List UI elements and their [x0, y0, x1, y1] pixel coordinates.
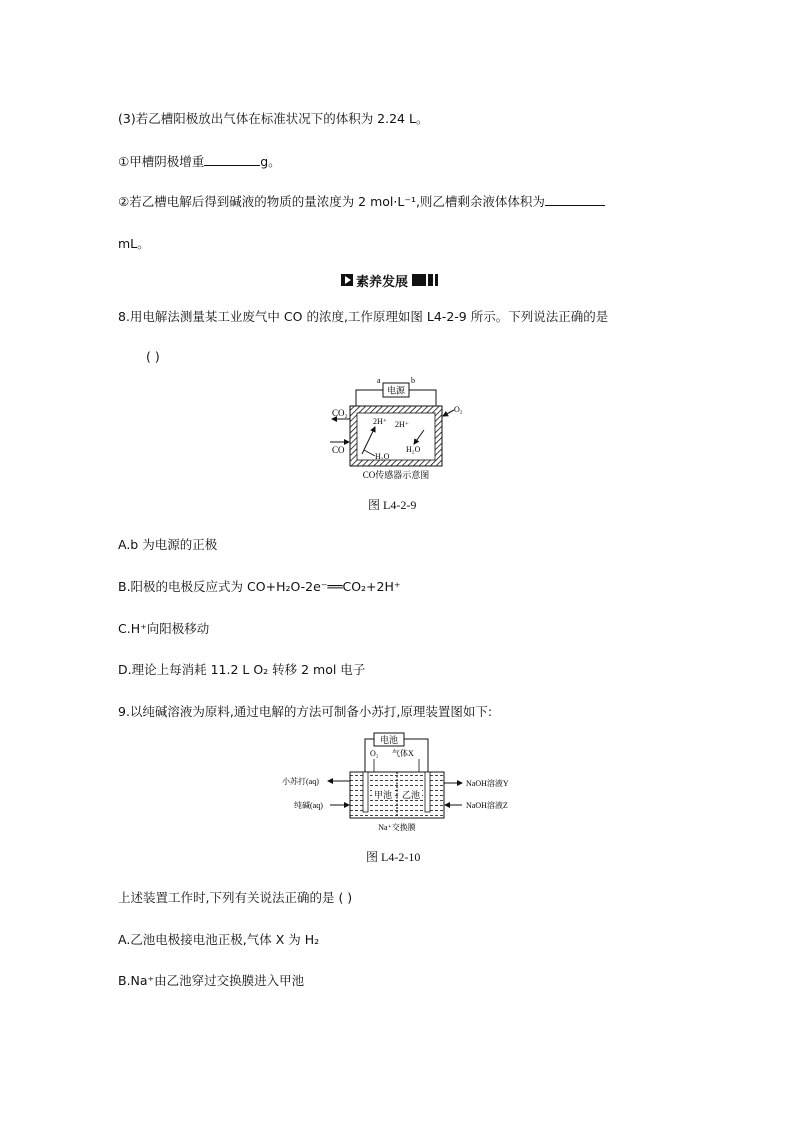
q7-item2 [118, 193, 605, 211]
battery-label: 电池 [379, 735, 399, 745]
right-electrode [425, 772, 430, 812]
co-label: CO [332, 445, 345, 455]
q9-question: 上述装置工作时,下列有关说法正确的是 ( ) [118, 890, 353, 905]
terminal-a-label: a [377, 376, 381, 385]
left-electrode [363, 772, 368, 812]
co2-label: CO₂ [332, 408, 348, 418]
decorative-bars-icon [412, 274, 438, 286]
h-plus-left: 2H⁺ [373, 417, 387, 426]
terminal-b-label: b [411, 376, 415, 385]
soda-ash-label: 纯碱(aq) [294, 801, 323, 810]
q7-item1 [118, 153, 281, 171]
h-plus-right: 2H⁺ [395, 420, 409, 429]
play-triangle-icon [341, 274, 353, 286]
h2o-left: H₂O [375, 452, 390, 461]
q7-item2-text: ②若乙槽电解后得到碱液的物质的量浓度为 2 mol·L⁻¹,则乙槽剩余液体体积为 [118, 194, 545, 209]
baking-soda-label: 小苏打(aq) [282, 777, 319, 786]
q8-answer-paren: ( ) [146, 349, 160, 364]
membrane-label: Na⁺交换膜 [378, 823, 416, 832]
q8-option-b[interactable]: B.阳极的电极反应式为 CO+H₂O-2e⁻══CO₂+2H⁺ [118, 579, 401, 594]
q9-stem: 9.以纯碱溶液为原料,通过电解的方法可制备小苏打,原理装置图如下: [118, 704, 493, 719]
naoh-z-label: NaOH溶液Z [466, 801, 508, 810]
q7-item2-unit: mL。 [118, 236, 150, 251]
q8-stem: 8.用电解法测量某工业废气中 CO 的浓度,工作原理如图 L4-2-9 所示。下列说法正确的是 [118, 309, 609, 324]
answer-blank-1[interactable] [204, 153, 260, 166]
q7-item1-suffix: g。 [260, 154, 281, 169]
q8-option-c[interactable]: C.H⁺向阳极移动 [118, 621, 210, 636]
electrolysis-apparatus-diagram [280, 728, 520, 838]
cell-a-label: 甲池 [373, 790, 393, 800]
co-sensor-diagram [320, 372, 480, 484]
power-source-label: 电源 [386, 385, 406, 396]
q8-option-a[interactable]: A.b 为电源的正极 [118, 537, 218, 552]
naoh-y-label: NaOH溶液Y [466, 779, 509, 788]
q7-item1-prefix: ①甲槽阴极增重 [118, 154, 205, 169]
answer-blank-2[interactable] [545, 193, 605, 206]
section-banner [341, 271, 438, 289]
gas-x-label: 气体X [392, 749, 414, 758]
q7-part3-intro: (3)若乙槽阳极放出气体在标准状况下的体积为 2.24 L。 [118, 111, 429, 126]
q8-option-d[interactable]: D.理论上每消耗 11.2 L O₂ 转移 2 mol 电子 [118, 662, 366, 677]
section-title: 素养发展 [356, 274, 409, 290]
q9-option-b[interactable]: B.Na⁺由乙池穿过交换膜进入甲池 [118, 973, 305, 988]
diagram-subtitle: CO传感器示意图 [362, 470, 430, 480]
q9-option-a[interactable]: A.乙池电极接电池正极,气体 X 为 H₂ [118, 932, 320, 947]
figure-caption-9: 图 L4-2-9 [368, 498, 417, 512]
figure-caption-10: 图 L4-2-10 [366, 850, 421, 864]
h2o-right: H₂O [406, 445, 421, 454]
cell-b-label: 乙池 [401, 790, 421, 800]
o2-label: O₂ [454, 405, 463, 414]
q9-o2-label: O₂ [370, 749, 379, 758]
